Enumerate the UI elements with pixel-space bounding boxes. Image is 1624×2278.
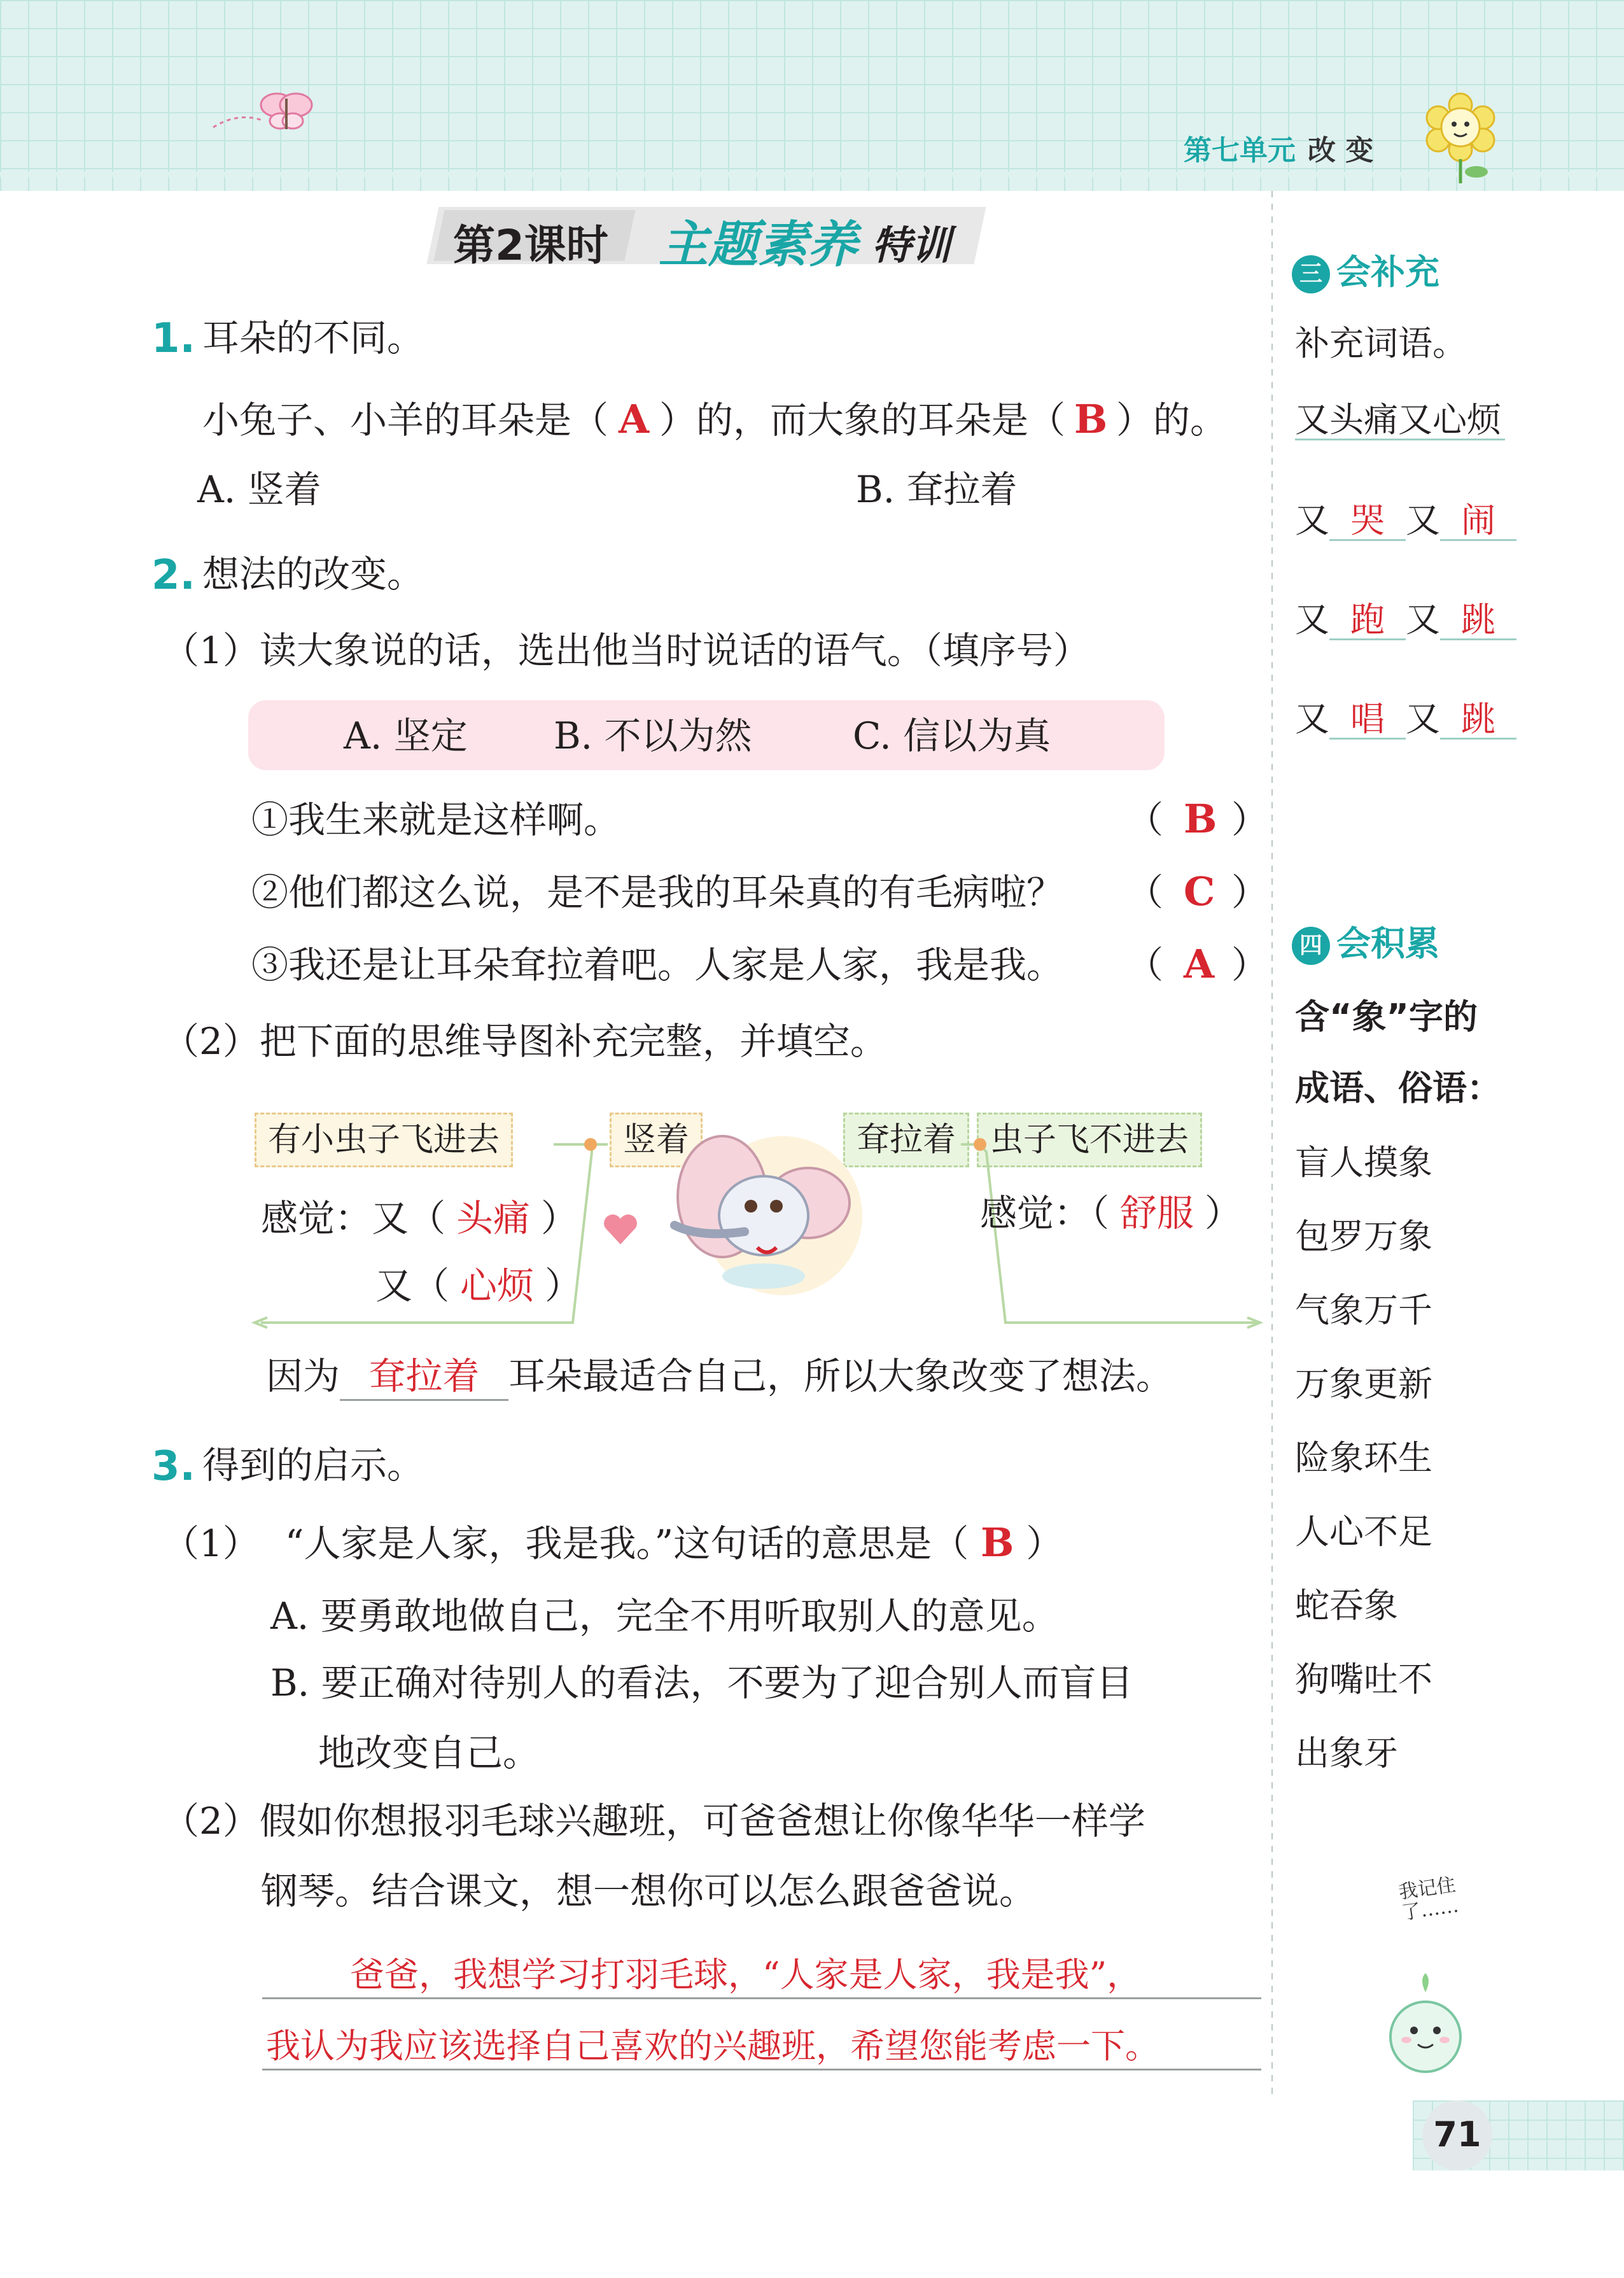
unit-title: 改 变 xyxy=(1308,134,1374,167)
conclusion-text-a: 因为 xyxy=(266,1354,340,1398)
q1-option-a: A. 竖着 xyxy=(197,468,321,511)
q1-text-a: 小兔子、小羊的耳朵是（ xyxy=(202,398,609,442)
row-2-you-2: 又 xyxy=(1406,600,1440,640)
idiom-8: 狗嘴吐不 xyxy=(1295,1659,1432,1699)
q1-number: 1. xyxy=(151,315,195,362)
statement-2: ②他们都这么说，是不是我的耳朵真的有毛病啦？ xyxy=(251,871,1064,914)
sidebar-section-4-desc-2: 成语、俗语： xyxy=(1295,1068,1501,1108)
q3-part1-answer: B xyxy=(981,1519,1014,1566)
q2-part2-text: 把下面的思维导图补充完整，并填空。 xyxy=(259,1020,887,1063)
map-left-feel2-label: 又（ xyxy=(375,1264,450,1307)
idiom-5: 险象环生 xyxy=(1295,1438,1432,1478)
map-left-feel-label: 感觉：又（ xyxy=(261,1197,446,1240)
q3-part1-close: ） xyxy=(1026,1522,1063,1565)
statement-1-answer: B xyxy=(1184,796,1217,842)
sidebar-section-3-head xyxy=(1292,245,1439,294)
conclusion-text-b: 耳朵最适合自己，所以大象改变了想法。 xyxy=(508,1354,1173,1398)
q2-part1-text: 读大象说的话，选出他当时说话的语气。（填序号） xyxy=(259,629,1090,672)
q1-line xyxy=(202,396,1227,443)
statement-2-answer: C xyxy=(1184,868,1215,915)
answer-line-2: 我认为我应该选择自己喜欢的兴趣班，希望您能考虑一下。 xyxy=(266,2026,1159,2066)
section-4-title: 会积累 xyxy=(1336,924,1439,964)
sidebar-example: 又头痛又心烦 xyxy=(1295,401,1505,440)
dotted-trail-icon xyxy=(210,108,267,134)
mascot-icon xyxy=(1381,1973,1470,2075)
sidebar-row-3 xyxy=(1295,700,1516,740)
map-left-feel-2 xyxy=(375,1264,582,1309)
row-3-answer-a: 唱 xyxy=(1329,700,1406,740)
map-left-feel-1 xyxy=(261,1197,578,1241)
lesson-label: 第2课时 xyxy=(453,221,608,270)
sidebar-section-4-head xyxy=(1292,917,1439,966)
sidebar-divider xyxy=(1271,191,1273,2094)
q3-title: 得到的启示。 xyxy=(202,1444,424,1487)
q2-part1 xyxy=(162,629,1090,673)
q1-answer-1: A xyxy=(618,396,650,442)
unit-label: 第七单元 xyxy=(1184,134,1296,167)
section-3-title: 会补充 xyxy=(1336,252,1439,292)
q3-option-b-line2: 地改变自己。 xyxy=(318,1731,540,1775)
idiom-1: 盲人摸象 xyxy=(1295,1143,1432,1183)
header-band xyxy=(0,0,1624,191)
q3-option-a: A. 要勇敢地做自己，完全不用听取别人的意见。 xyxy=(270,1594,1059,1638)
flower-icon xyxy=(1419,89,1502,185)
q1-text-b: ）的，而大象的耳朵是（ xyxy=(659,398,1066,442)
row-2-you-1: 又 xyxy=(1295,600,1329,640)
map-right-box: 虫子飞不进去 xyxy=(977,1113,1202,1167)
memo-text: 我记住了…… xyxy=(1397,1873,1460,1925)
q3-part1-label: （1） xyxy=(162,1522,260,1565)
page-number: 71 xyxy=(1433,2114,1481,2155)
map-right-feel-label: 感觉：（ xyxy=(980,1192,1110,1235)
row-2-answer-b: 跳 xyxy=(1440,601,1516,640)
answer-line-1: 爸爸，我想学习打羽毛球，“人家是人家，我是我”， xyxy=(350,1955,1142,1995)
statement-2-paren-close: ） xyxy=(1231,871,1269,914)
sidebar-row-1 xyxy=(1295,502,1516,541)
row-1-answer-b: 闹 xyxy=(1440,502,1516,541)
q3-number: 3. xyxy=(151,1443,195,1490)
map-left-feel-answer-2: 心烦 xyxy=(460,1264,535,1307)
theme-label: 主题素养 xyxy=(659,216,858,274)
choice-c: C. 信以为真 xyxy=(853,714,1051,757)
q3-part2-line1 xyxy=(162,1799,1145,1844)
map-left-feel-close-2: ） xyxy=(545,1264,582,1307)
idiom-3: 气象万千 xyxy=(1295,1290,1432,1330)
statement-1-paren-close: ） xyxy=(1231,798,1269,841)
q1-answer-2: B xyxy=(1074,396,1108,442)
q3-part2-text1: 假如你想报羽毛球兴趣班，可爸爸想让你像华华一样学 xyxy=(259,1799,1145,1843)
choice-b: B. 不以为然 xyxy=(554,714,752,757)
statement-1: ①我生来就是这样啊。 xyxy=(251,798,621,841)
map-center-left-box: 竖着 xyxy=(610,1113,703,1167)
idiom-6: 人心不足 xyxy=(1295,1512,1432,1552)
heart-icon xyxy=(601,1213,640,1248)
answer-rule-2 xyxy=(262,2069,1261,2071)
sidebar-section-3-desc: 补充词语。 xyxy=(1295,323,1467,363)
statement-3-answer: A xyxy=(1184,941,1215,987)
map-center-right-box: 耷拉着 xyxy=(843,1113,969,1167)
answer-rule-1 xyxy=(262,1997,1261,1999)
map-right-feel-answer: 舒服 xyxy=(1120,1192,1194,1235)
statement-1-paren-open: （ xyxy=(1126,798,1164,841)
map-right-feel-close: ） xyxy=(1205,1192,1242,1235)
q3-part2-label: （2） xyxy=(162,1799,260,1843)
q2-number: 2. xyxy=(151,552,195,599)
row-3-you-1: 又 xyxy=(1295,699,1329,739)
q1-option-b: B. 耷拉着 xyxy=(856,468,1018,511)
row-1-you-1: 又 xyxy=(1295,500,1329,540)
map-left-feel-answer-1: 头痛 xyxy=(456,1197,531,1240)
row-1-answer-a: 哭 xyxy=(1329,502,1406,541)
q3-part1 xyxy=(162,1519,1063,1566)
q2-part1-label: （1） xyxy=(162,629,260,672)
row-3-you-2: 又 xyxy=(1406,699,1440,739)
idiom-9: 出象牙 xyxy=(1295,1733,1398,1773)
idiom-2: 包罗万象 xyxy=(1295,1216,1432,1256)
header-scallop-edge xyxy=(0,172,1624,197)
sidebar-row-2 xyxy=(1295,601,1516,640)
q1-title: 耳朵的不同。 xyxy=(202,316,424,360)
q2-part2-label: （2） xyxy=(162,1020,260,1063)
theme-suffix: 特训 xyxy=(872,222,951,269)
statement-3-paren-open: （ xyxy=(1126,943,1164,987)
idiom-7: 蛇吞象 xyxy=(1295,1585,1398,1626)
map-left-feel-close-1: ） xyxy=(541,1197,578,1240)
map-right-feel xyxy=(980,1192,1242,1236)
q2-title: 想法的改变。 xyxy=(202,552,424,596)
row-1-you-2: 又 xyxy=(1406,500,1440,540)
conclusion xyxy=(266,1354,1173,1401)
statement-2-paren-open: （ xyxy=(1126,871,1164,914)
conclusion-answer: 耷拉着 xyxy=(340,1354,508,1401)
choice-a: A. 坚定 xyxy=(344,714,468,757)
q3-part2-line2: 钢琴。结合课文，想一想你可以怎么跟爸爸说。 xyxy=(261,1869,1037,1913)
idiom-4: 万象更新 xyxy=(1295,1364,1432,1404)
row-3-answer-b: 跳 xyxy=(1440,700,1516,740)
statement-3-paren-close: ） xyxy=(1231,943,1269,987)
map-left-box: 有小虫子飞进去 xyxy=(255,1113,513,1167)
section-3-badge: 三 xyxy=(1292,255,1330,293)
statement-3: ③我还是让耳朵耷拉着吧。人家是人家，我是我。 xyxy=(251,943,1064,987)
q1-text-c: ）的。 xyxy=(1116,398,1228,442)
section-4-badge: 四 xyxy=(1292,927,1330,965)
sidebar-section-4-desc-1: 含“象”字的 xyxy=(1295,997,1478,1037)
q3-option-b-line1: B. 要正确对待别人的看法，不要为了迎合别人而盲目 xyxy=(270,1661,1133,1705)
elephant-icon xyxy=(662,1120,865,1298)
q3-part1-text: “人家是人家，我是我。”这句话的意思是（ xyxy=(284,1522,969,1565)
row-2-answer-a: 跑 xyxy=(1329,601,1406,640)
q2-part2 xyxy=(162,1020,887,1064)
